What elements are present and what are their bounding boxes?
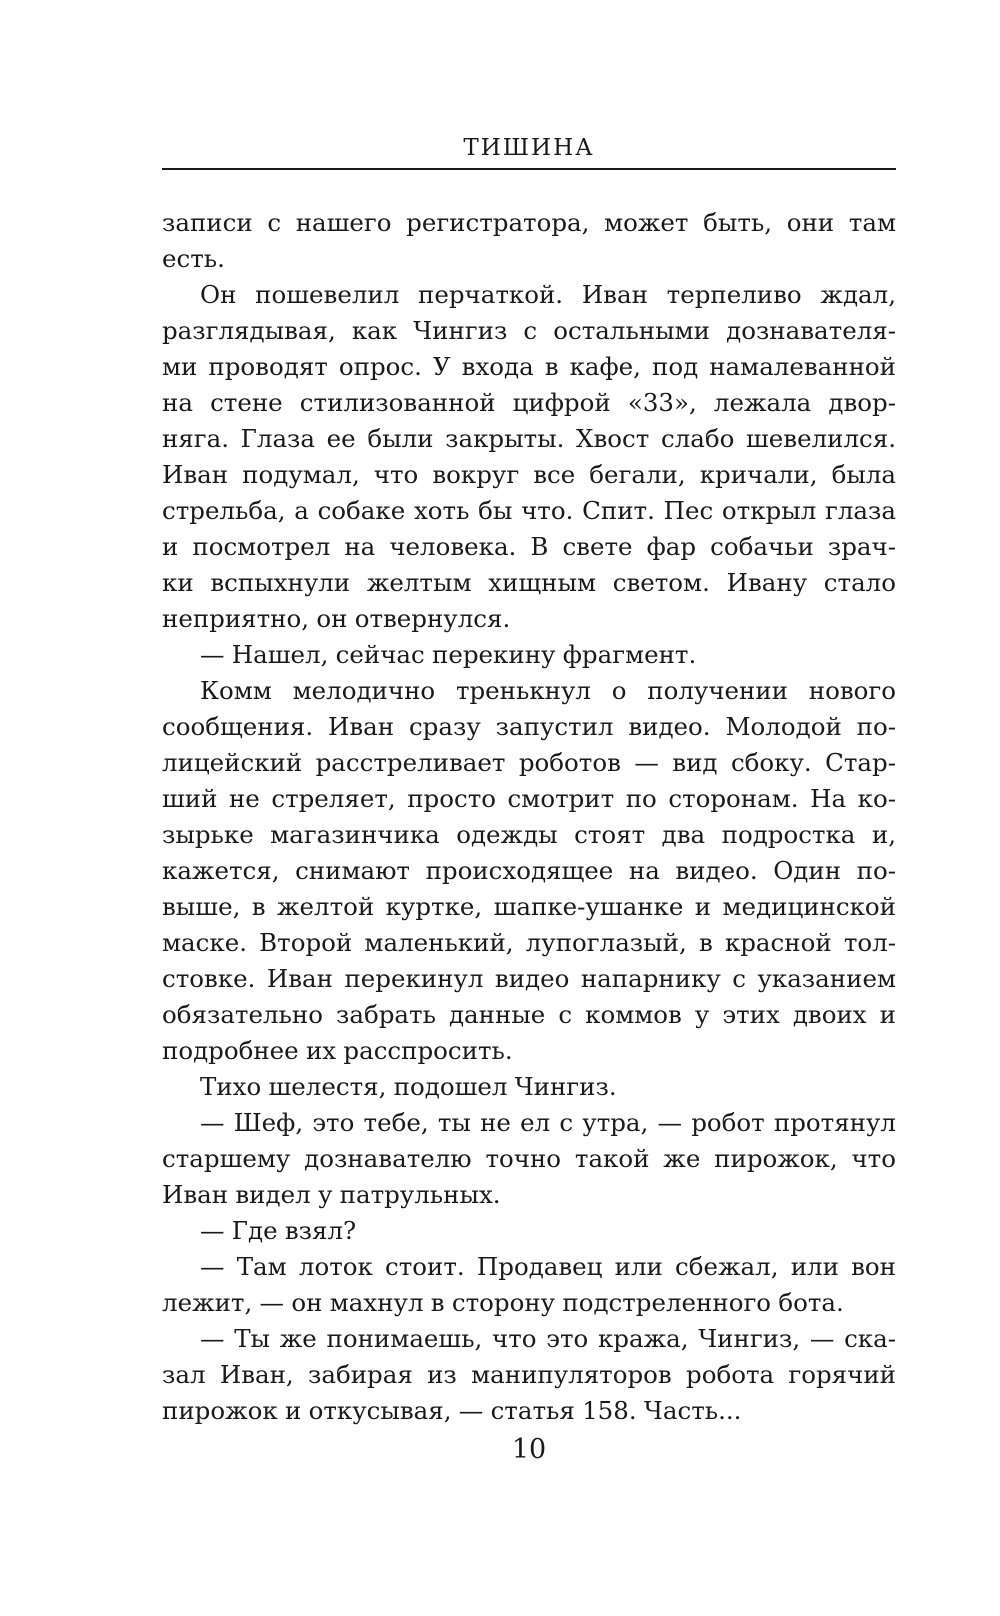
text-line: обязательно забрать данные с коммов у этих двоих и (162, 1000, 896, 1029)
text-line: записи с нашего регистратора, может быть, они там (162, 208, 896, 237)
text-line: лицейский расстреливает роботов — вид сбоку. Стар- (162, 748, 896, 777)
text-line: — Ты же понимаешь, что это кража, Чингиз, — ска- (200, 1324, 896, 1353)
text-line: и посмотрел на человека. В свете фар собачьи зрач- (162, 532, 896, 561)
text-line: няга. Глаза ее были закрыты. Хвост слабо шевелился. (162, 424, 896, 453)
text-line: Иван подумал, что вокруг все бегали, кричали, была (162, 460, 896, 489)
text-line: — Нашел, сейчас перекину фрагмент. (200, 640, 697, 669)
text-line: стовке. Иван перекинул видео напарнику с указанием (162, 964, 896, 993)
text-line: — Шеф, это тебе, ты не ел с утра, — робот протянул (200, 1108, 896, 1137)
text-line: разглядывая, как Чингиз с остальными дознавателя- (162, 316, 896, 345)
page-number: 10 (511, 1434, 547, 1465)
text-line: неприятно, он отвернулся. (162, 604, 511, 633)
text-line: сообщения. Иван сразу запустил видео. Молодой по- (162, 712, 896, 741)
text-line: стрельба, а собаке хоть бы что. Спит. Пес открыл глаза (162, 496, 896, 525)
text-line: маске. Второй маленький, лупоглазый, в красной тол- (162, 928, 896, 957)
text-line: — Там лоток стоит. Продавец или сбежал, или вон (200, 1252, 896, 1281)
text-line: выше, в желтой куртке, шапке-ушанке и медицинской (162, 892, 896, 921)
text-line: на стене стилизованной цифрой «33», лежала двор- (162, 388, 896, 417)
text-line: ки вспыхнули желтым хищным светом. Ивану стало (162, 568, 896, 597)
text-line: — Где взял? (200, 1216, 357, 1245)
running-head: ТИШИНА (463, 135, 595, 161)
body-text (162, 205, 896, 1429)
text-line: ми проводят опрос. У входа в кафе, под намалеванной (162, 352, 896, 381)
text-line: старшему дознавателю точно такой же пирожок, что (162, 1144, 896, 1173)
header-rule (162, 168, 896, 170)
text-line: кажется, снимают происходящее на видео. Один по- (162, 856, 896, 885)
text-line: есть. (162, 244, 225, 273)
text-line: ший не стреляет, просто смотрит по сторонам. На ко- (162, 784, 896, 813)
text-line: Он пошевелил перчаткой. Иван терпеливо ждал, (200, 280, 896, 309)
text-line: подробнее их расспросить. (162, 1036, 513, 1065)
text-line: зырьке магазинчика одежды стоят два подростка и, (162, 820, 896, 849)
text-line: лежит, — он махнул в сторону подстреленного бота. (162, 1288, 844, 1317)
text-line: зал Иван, забирая из манипуляторов робота горячий (162, 1360, 896, 1389)
text-line: Комм мелодично тренькнул о получении нового (200, 676, 896, 705)
text-line: Иван видел у патрульных. (162, 1180, 501, 1209)
text-line: пирожок и откусывая, — статья 158. Часть... (162, 1396, 742, 1425)
text-line: Тихо шелестя, подошел Чингиз. (200, 1072, 617, 1101)
